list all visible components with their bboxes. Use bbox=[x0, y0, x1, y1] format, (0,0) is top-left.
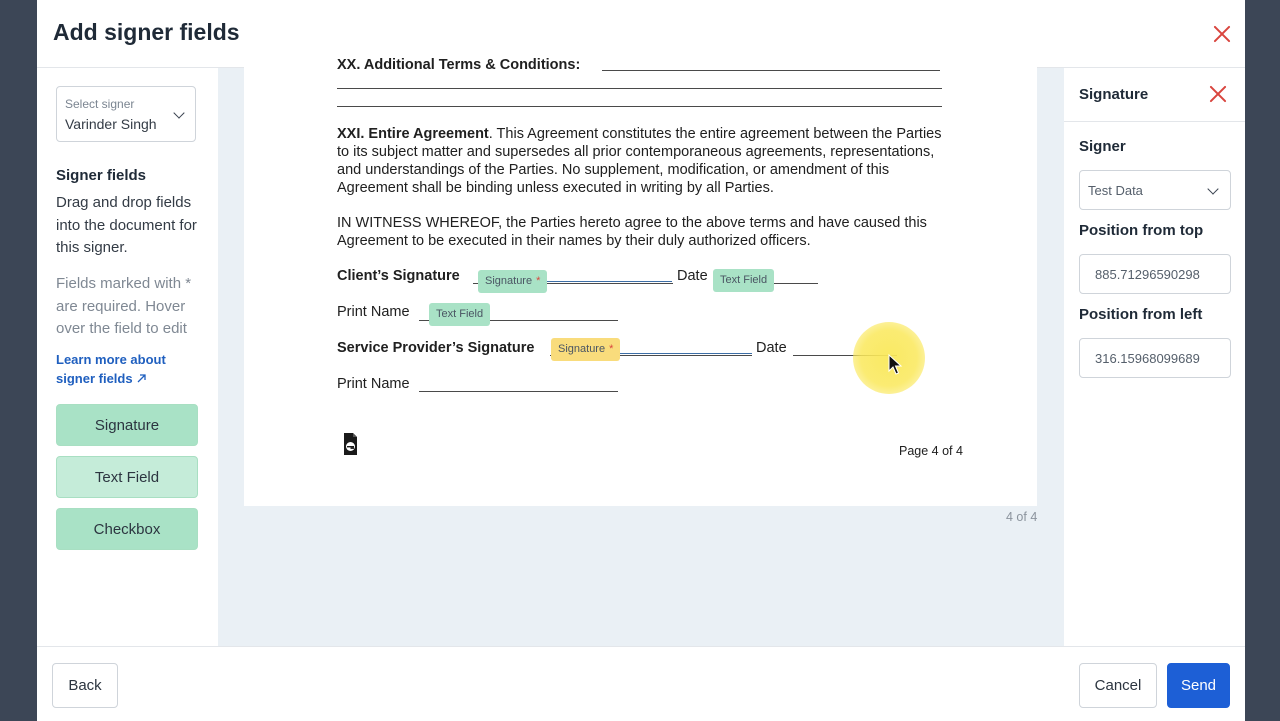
signature-field-button[interactable]: Signature bbox=[56, 404, 198, 446]
entire-agreement-title: XXI. Entire Agreement bbox=[337, 126, 489, 142]
page-counter: 4 of 4 bbox=[1006, 510, 1038, 524]
signer-dropdown-value: Test Data bbox=[1088, 183, 1143, 198]
close-modal-icon[interactable] bbox=[1211, 23, 1233, 45]
field-properties-title: Signature bbox=[1079, 86, 1149, 103]
required-asterisk: * bbox=[536, 275, 541, 287]
cancel-button[interactable]: Cancel bbox=[1079, 663, 1157, 708]
required-asterisk: * bbox=[609, 343, 614, 355]
external-link-icon bbox=[136, 373, 147, 384]
chevron-down-icon bbox=[1207, 183, 1218, 194]
provider-signature-field-label: Signature bbox=[558, 343, 606, 355]
mouse-cursor-icon bbox=[888, 354, 902, 376]
client-signature-field[interactable] bbox=[478, 270, 547, 293]
modal-title: Add signer fields bbox=[53, 19, 240, 45]
select-signer-dropdown[interactable] bbox=[56, 86, 196, 142]
learn-more-link[interactable] bbox=[56, 350, 206, 388]
learn-more-link-text: Learn more about signer fields bbox=[56, 352, 166, 386]
witness-paragraph: IN WITNESS WHEREOF, the Parties hereto agree to the above terms and have caused this Agreement to be executed in their names by their duly authorized officers. bbox=[337, 215, 927, 249]
entire-agreement-body: . This Agreement constitutes the entire agreement between the Parties to its subject matter and supersedes all prior contemporaneous agreements, representations, and understandings of the Parties. No supplement, modification, or amendment of this Agreement shall be binding unless executed in writing by all Parties. bbox=[337, 126, 942, 196]
blank-line bbox=[337, 106, 942, 107]
provider-date-label: Date bbox=[756, 340, 787, 356]
signer-label: Signer bbox=[1079, 138, 1126, 155]
blank-line bbox=[602, 70, 940, 71]
divider bbox=[1064, 121, 1245, 122]
text-field-button[interactable]: Text Field bbox=[56, 456, 198, 498]
modal-header bbox=[37, 0, 1245, 68]
blank-line bbox=[337, 88, 942, 89]
client-date-label: Date bbox=[677, 268, 708, 284]
document-viewer[interactable] bbox=[218, 57, 1064, 646]
chevron-down-icon bbox=[173, 107, 184, 118]
client-signature-field-label: Signature bbox=[485, 275, 533, 287]
required-fields-note: Fields marked with * are required. Hover over the field to edit bbox=[56, 275, 192, 337]
back-button[interactable]: Back bbox=[52, 663, 118, 708]
select-signer-label: Select signer bbox=[65, 97, 135, 111]
document-logo-icon bbox=[342, 432, 358, 456]
close-panel-icon[interactable] bbox=[1207, 83, 1229, 105]
page-footer-text: Page 4 of 4 bbox=[899, 444, 963, 458]
send-button[interactable]: Send bbox=[1167, 663, 1230, 708]
additional-terms-heading: XX. Additional Terms & Conditions: bbox=[337, 57, 581, 73]
client-signature-label: Client’s Signature bbox=[337, 268, 460, 284]
provider-signature-label: Service Provider’s Signature bbox=[337, 340, 535, 356]
provider-signature-underline bbox=[618, 353, 752, 354]
client-signature-underline bbox=[546, 281, 672, 282]
modal-footer bbox=[37, 646, 1245, 721]
client-print-name-field[interactable]: Text Field bbox=[429, 303, 490, 326]
signer-fields-heading: Signer fields bbox=[56, 167, 147, 184]
field-properties-panel bbox=[1064, 68, 1245, 646]
client-print-name-label: Print Name bbox=[337, 304, 410, 320]
signer-dropdown[interactable] bbox=[1079, 170, 1231, 210]
position-top-input[interactable] bbox=[1079, 254, 1231, 294]
add-signer-fields-modal bbox=[37, 0, 1245, 720]
entire-agreement-paragraph bbox=[337, 125, 943, 197]
position-top-label: Position from top bbox=[1079, 222, 1204, 239]
client-date-field[interactable]: Text Field bbox=[713, 269, 774, 292]
position-left-label: Position from left bbox=[1079, 306, 1203, 323]
left-panel bbox=[37, 68, 218, 646]
select-signer-value: Varinder Singh bbox=[65, 116, 157, 132]
provider-print-name-label: Print Name bbox=[337, 376, 410, 392]
provider-signature-field[interactable] bbox=[551, 338, 620, 361]
provider-print-name-line bbox=[419, 391, 618, 392]
document-page bbox=[244, 57, 1037, 506]
signer-fields-description: Drag and drop fields into the document for this signer. bbox=[56, 194, 197, 256]
position-left-input[interactable] bbox=[1079, 338, 1231, 378]
checkbox-field-button[interactable]: Checkbox bbox=[56, 508, 198, 550]
